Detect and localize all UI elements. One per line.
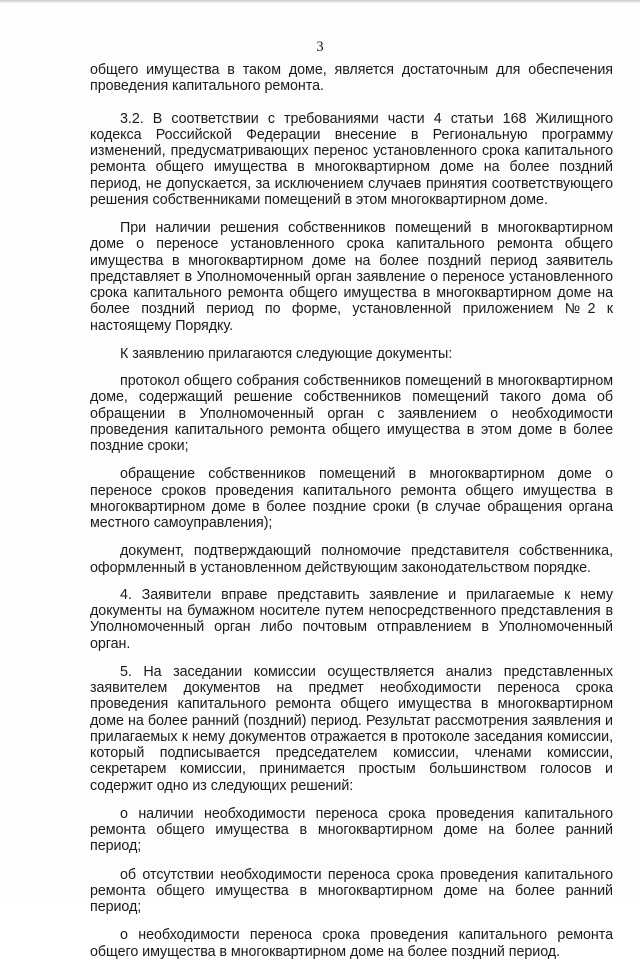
list-item-authority-document: документ, подтверждающий полномочие представителя собственника, оформленный в установленном действующим законодательством порядке. xyxy=(90,543,613,576)
list-item-appeal: обращение собственников помещений в многоквартирном доме о переносе сроков проведения капитального ремонта общего имущества в многоквартирном доме в более поздние сроки (в случае обращения органа местного самоуправления); xyxy=(90,466,613,531)
document-body xyxy=(90,62,613,960)
scan-edge xyxy=(0,0,640,3)
page-number: 3 xyxy=(316,39,324,55)
paragraph-attachments-intro: К заявлению прилагаются следующие документы: xyxy=(120,345,453,362)
list-item-protocol: протокол общего собрания собственников помещений в многоквартирном доме, содержащий решение собственников помещений такого дома об обращении в Уполномоченный орган с заявлением о необходимости проведения капитального ремонта общего имущества в этом доме в более поздние сроки; xyxy=(90,373,613,454)
paragraph-3-2: 3.2. В соответствии с требованиями части 4 статьи 168 Жилищного кодекса Российской Федерации внесение в Региональную программу изменений, предусматривающих перенос установленного срока капитального ремонта общего имущества в многоквартирном доме на более поздний период, не допускается, за исключением случаев принятия соответствующего решения собственниками помещений в этом многоквартирном доме. xyxy=(90,110,613,208)
paragraph-application: При наличии решения собственников помещений в многоквартирном доме о переносе установленного срока капитального ремонта общего имущества в многоквартирном доме на более поздний период заявитель представляет в Уполномоченный орган заявление о переносе установленного срока капитального ремонта общего имущества в многоквартирном доме на более поздний период по форме, установленной приложением №2 к настоящему Порядку. xyxy=(90,220,613,334)
paragraph-continuation: общего имущества в таком доме, является достаточным для обеспечения проведения капитального ремонта. xyxy=(90,62,613,95)
decision-later-period: о необходимости переноса срока проведения капитального ремонта общего имущества в многоквартирном доме на более поздний период. xyxy=(90,927,613,960)
paragraph-4: 4. Заявители вправе представить заявление и прилагаемые к нему документы на бумажном носителе путем непосредственного представления в Уполномоченный орган либо почтовым отправлением в Уполномоченный орган. xyxy=(90,586,613,652)
decision-earlier-period: о наличии необходимости переноса срока проведения капитального ремонта общего имущества в многоквартирном доме на более ранний период; xyxy=(90,805,613,855)
decision-no-need: об отсутствии необходимости переноса срока проведения капитального ремонта общего имущества в многоквартирном доме на более ранний период; xyxy=(90,866,613,915)
paragraph-5: 5. На заседании комиссии осуществляется анализ представленных заявителем документов на предмет необходимости переноса срока проведения капитального ремонта общего имущества в многоквартирном доме на более ранний (поздний) период. Результат рассмотрения заявления и прилагаемых к нему документов отражается в протоколе заседания комиссии, который подписывается председателем комиссии, членами комиссии, секретарем комиссии, принимается простым большинством голосов и содержит одно из следующих решений: xyxy=(90,663,613,794)
